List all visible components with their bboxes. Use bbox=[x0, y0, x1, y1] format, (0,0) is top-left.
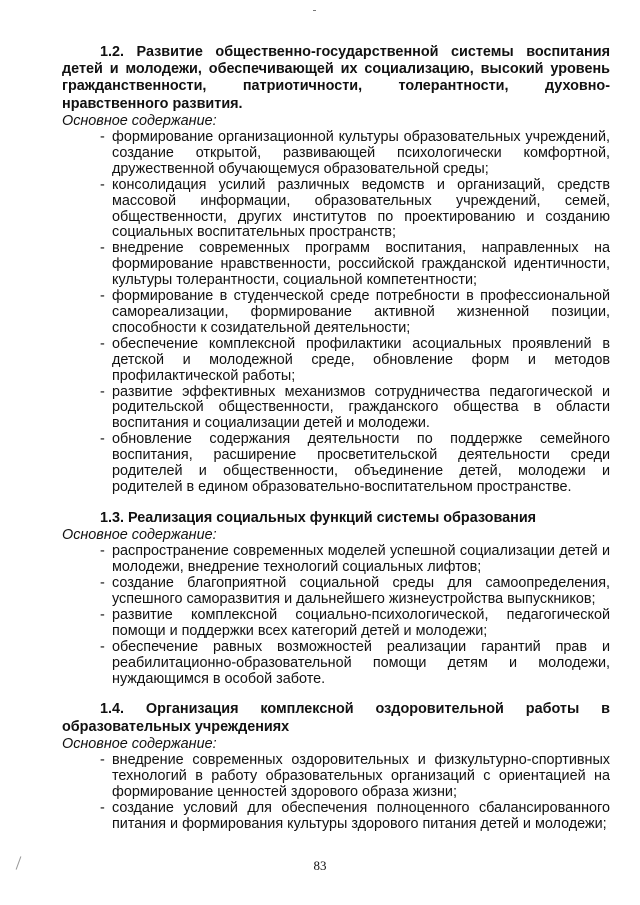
list-item: - формирование организационной культуры образовательных учреждений, создание открытой, развивающей психологически комфортной, дружественной обучающемуся образовательной среды; bbox=[100, 129, 610, 177]
list-item: - создание благоприятной социальной среды для самоопределения, успешного саморазвития и дальнейшего жизнеустройства выпускников; bbox=[100, 575, 610, 607]
bullet-dash: - bbox=[100, 176, 105, 193]
bullet-dash: - bbox=[100, 129, 105, 146]
bullet-dash: - bbox=[100, 606, 105, 623]
section-1-3 bbox=[62, 510, 610, 688]
list-item: - обеспечение равных возможностей реализации гарантий прав и реабилитационно-образовательной помощи детям и молодежи, нуждающимся в особой заботе. bbox=[100, 638, 610, 687]
page-number: 83 bbox=[313, 858, 327, 873]
document-page bbox=[62, 44, 610, 833]
item-list bbox=[62, 544, 610, 687]
bullet-dash: - bbox=[100, 240, 105, 257]
bullet-dash: - bbox=[100, 543, 105, 560]
bullet-dash: - bbox=[100, 752, 105, 769]
bullet-dash: - bbox=[100, 799, 105, 816]
section-sublabel: Основное содержание: bbox=[62, 112, 217, 129]
section-heading: 1.3. Реализация социальных функций системы образования bbox=[100, 509, 537, 526]
list-item: - обновление содержания деятельности по поддержке семейного воспитания, расширение просветительской деятельности среди родителей и общественности, объединение детей, молодежи и родителей в едином образовательно-воспитательном пространстве. bbox=[100, 431, 610, 495]
list-item: - создание условий для обеспечения полноценного сбалансированного питания и формирования культуры здорового питания детей и молодежи; bbox=[100, 799, 610, 832]
bullet-dash: - bbox=[100, 638, 105, 655]
section-sublabel: Основное содержание: bbox=[62, 527, 217, 544]
scan-mark-top bbox=[313, 10, 316, 11]
list-item: - развитие эффективных механизмов сотрудничества педагогической и родительской общественности, гражданского общества в области воспитания и социализации детей и молодежи. bbox=[100, 383, 610, 432]
bullet-dash: - bbox=[100, 575, 105, 592]
list-item: - распространение современных моделей успешной социализации детей и молодежи, внедрение технологий социальных лифтов; bbox=[100, 543, 610, 576]
item-list bbox=[62, 130, 610, 496]
section-sublabel: Основное содержание: bbox=[62, 735, 217, 752]
item-list bbox=[62, 753, 610, 833]
list-item: - внедрение современных оздоровительных и физкультурно-спортивных технологий в работу образовательных организаций с ориентацией на формирование ценностей здорового образа жизни; bbox=[100, 752, 610, 800]
bullet-dash: - bbox=[100, 383, 105, 400]
bullet-dash: - bbox=[100, 431, 105, 448]
section-1-2 bbox=[62, 44, 610, 496]
bullet-dash: - bbox=[100, 335, 105, 352]
list-item: - обеспечение комплексной профилактики асоциальных проявлений в детской и молодежной среде, обновление форм и методов профилактической работы; bbox=[100, 335, 610, 384]
list-item: - внедрение современных программ воспитания, направленных на формирование нравственности, российской гражданской идентичности, культуры толерантности, социальной компетентности; bbox=[100, 240, 610, 289]
bullet-dash: - bbox=[100, 288, 105, 305]
list-item: - развитие комплексной социально-психологической, педагогической помощи и поддержки всех категорий детей и молодежи; bbox=[100, 606, 610, 639]
list-item: - консолидация усилий различных ведомств и организаций, средств массовой информации, образовательных учреждений, семей, общественности, других институтов по проектированию и созданию социальных воспитательных пространств; bbox=[100, 176, 610, 241]
list-item: - формирование в студенческой среде потребности в профессиональной самореализации, формирование активной жизненной позиции, способности к созидательной деятельности; bbox=[100, 288, 610, 336]
section-1-4 bbox=[62, 701, 610, 832]
section-heading: 1.2. Развитие общественно-государственной системы воспитания детей и молодежи, обеспечивающей их социализацию, высокий уровень гражданственности, патриотичности, толерантности, духовно-нравственного развития. bbox=[62, 44, 610, 112]
section-heading: 1.4. Организация комплексной оздоровительной работы в образовательных учреждениях bbox=[62, 701, 610, 735]
